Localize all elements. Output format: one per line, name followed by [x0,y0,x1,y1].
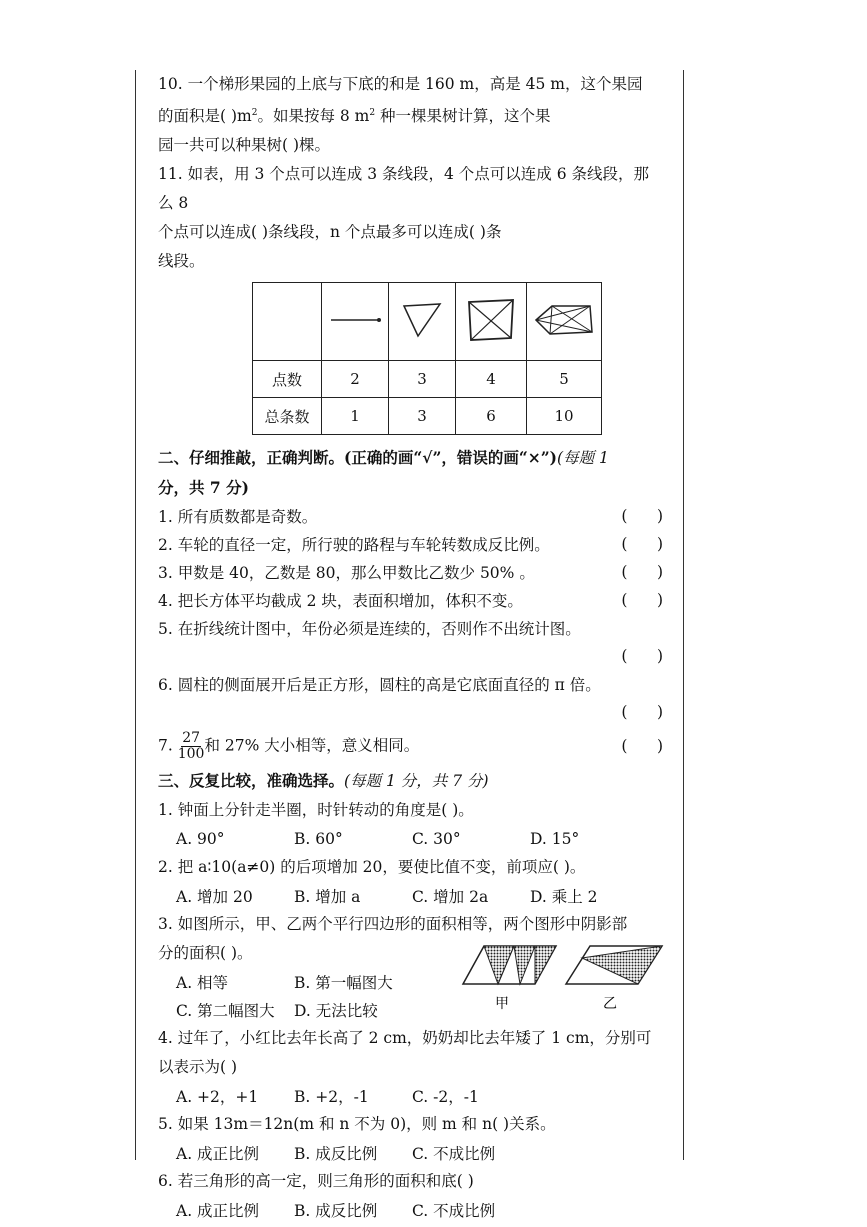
pentagon-figure [532,300,596,340]
table-cell: 1 [322,398,389,435]
tf-item-6 [158,670,663,698]
mc-options [158,825,663,853]
tf-item-6-answer [158,698,663,726]
tf-item-4 [158,586,663,614]
tf-item-text [158,731,419,762]
mc-stem-cont: 以表示为( ) [158,1058,238,1077]
question-11 [158,160,663,435]
table-cell-four-points [456,283,527,361]
mc-option-c[interactable]: C. 不成比例 [412,1145,496,1164]
tf-item-1 [158,502,663,530]
mc-option-a[interactable]: A. 成正比例 [176,1145,260,1164]
mc-options [158,882,663,910]
two-points-figure [327,310,383,330]
mc-option-c[interactable]: C. 30° [412,830,461,849]
tf-item-5 [158,614,663,642]
q10-sup-2: 2 [369,108,376,118]
mc-option-d[interactable]: D. 无法比较 [294,1002,378,1021]
table-cell-empty [253,283,322,361]
question-10 [158,70,663,160]
q10-text-c: 种一棵果树计算，这个果 [375,107,551,126]
tf-answer-paren[interactable]: ( ) [621,591,663,610]
mc-option-d[interactable]: D. 乘上 2 [530,888,598,907]
mc-option-a[interactable]: A. 增加 20 [176,888,253,907]
tf-item-text: 2. 车轮的直径一定，所行驶的路程与车轮转数成反比例。 [158,536,550,555]
section-2-title: 二、仔细推敲，正确判断。(正确的画“√”，错误的画“×”) [158,448,558,468]
parallelogram-figures [460,940,664,1018]
tf-item-5-answer [158,642,663,670]
table-cell: 4 [456,361,527,398]
table-cell: 10 [527,398,602,435]
table-row-points [253,361,602,398]
section-2-score-note: (每题 1 [557,449,609,468]
section-multiple-choice [158,766,663,1224]
tf-item-text: 5. 在折线统计图中，年份必须是连续的，否则作不出统计图。 [158,620,581,639]
triangle-figure [400,298,444,342]
mc-option-b[interactable]: B. 60° [294,830,343,849]
tf-answer-paren[interactable]: ( ) [621,563,663,582]
mc-option-b[interactable]: B. 成反比例 [294,1202,378,1221]
table-cell-two-points [322,283,389,361]
mc-stem: 3. 如图所示，甲、乙两个平行四边形的面积相等，两个图形中阴影部 [158,915,628,934]
mc-stem: 6. 若三角形的高一定，则三角形的面积和底( ) [158,1172,474,1191]
figure-label-yi: 乙 [603,996,617,1013]
mc-options [158,1196,663,1224]
table-cell: 3 [389,361,456,398]
mc-option-c[interactable]: C. 增加 2a [412,888,489,907]
q10-sup-1: 2 [251,108,258,118]
mc-stem: 5. 如果 13m＝12n(m 和 n 不为 0)，则 m 和 n( )关系。 [158,1115,556,1134]
mc-question-2 [158,853,663,910]
mc-option-d[interactable]: D. 15° [530,830,580,849]
mc-question-4 [158,1024,663,1110]
worksheet-content [158,70,663,1224]
points-segments-table [252,282,602,435]
mc-option-a[interactable]: A. 90° [176,830,225,849]
q11-line-2: 个点可以连成( )条线段，n 个点最多可以连成( )条 [158,223,502,242]
mc-stem: 1. 钟面上分针走半圈，时针转动的角度是( )。 [158,801,474,820]
mc-stem: 2. 把 a∶10(a≠0) 的后项增加 20，要使比值不变，前项应( )。 [158,858,586,877]
tf-item-7 [158,726,663,766]
q11-line-3: 线段。 [158,252,205,271]
table-row-totals [253,398,602,435]
mc-option-c[interactable]: C. 不成比例 [412,1202,496,1221]
mc-option-b[interactable]: B. 第一幅图大 [294,974,393,993]
mc-question-1 [158,796,663,853]
table-cell: 5 [527,361,602,398]
tf-answer-paren[interactable]: ( ) [621,647,663,666]
tf-answer-paren[interactable]: ( ) [621,535,663,554]
table-label-totals: 总条数 [253,398,322,435]
tf-answer-paren[interactable]: ( ) [621,737,663,756]
mc-question-6 [158,1167,663,1224]
tf-answer-paren[interactable]: ( ) [621,703,663,722]
table-cell: 2 [322,361,389,398]
parallelograms-svg [460,940,664,1014]
mc-question-3 [158,910,663,1024]
mc-option-b[interactable]: B. 成反比例 [294,1145,378,1164]
q10-line-1: 10. 一个梯形果园的上底与下底的和是 160 m，高是 45 m，这个果园 [158,75,643,93]
figure-label-jia: 甲 [495,996,509,1013]
table-cell: 3 [389,398,456,435]
section-2-heading [158,443,663,473]
tf-item-text: 4. 把长方体平均截成 2 块，表面积增加，体积不变。 [158,592,523,611]
section-3-title: 三、反复比较，准确选择。 [158,771,345,791]
q10-text-a: 的面积是( )m [158,107,252,126]
shaded-triangle-jia-1 [484,946,514,984]
table-label-points: 点数 [253,361,322,398]
mc-option-a[interactable]: A. 相等 [176,974,229,993]
q11-line-1: 11. 如表，用 3 个点可以连成 3 条线段，4 个点可以连成 6 条线段，那么 8 [158,165,650,213]
mc-stem: 4. 过年了，小红比去年长高了 2 cm，奶奶却比去年矮了 1 cm，分别可 [158,1029,652,1048]
fraction [178,731,205,762]
quadrilateral-figure [465,296,517,344]
mc-option-c[interactable]: C. -2，-1 [412,1088,479,1107]
shaded-triangle-yi [582,946,662,984]
mc-option-a[interactable]: A. 成正比例 [176,1202,260,1221]
table-cell: 6 [456,398,527,435]
page-margin-line-right [683,70,684,1160]
tf-item-text: 3. 甲数是 40，乙数是 80，那么甲数比乙数少 50% 。 [158,564,535,583]
mc-option-b[interactable]: B. +2，-1 [294,1088,369,1107]
page-margin-line-left [135,70,136,1160]
tf-item-2 [158,530,663,558]
section-true-false [158,443,663,766]
fraction-numerator: 27 [182,729,201,746]
tf-item-7-number: 7. [158,736,173,755]
tf-item-text: 1. 所有质数都是奇数。 [158,508,318,527]
tf-answer-paren[interactable]: ( ) [621,507,663,526]
table-row-shapes [253,283,602,361]
section-3-score-note: (每题 1 分，共 7 分) [344,772,489,791]
mc-option-a[interactable]: A. +2，+1 [176,1088,259,1107]
tf-item-3 [158,558,663,586]
fraction-denominator: 100 [177,745,205,762]
q10-line-3: 园一共可以种果树( )棵。 [158,136,331,155]
mc-options [158,1139,663,1167]
tf-item-text: 6. 圆柱的侧面展开后是正方形，圆柱的高是它底面直径的 π 倍。 [158,676,601,695]
section-2-heading-cont: 分，共 7 分) [158,478,249,498]
shaded-triangle-jia-2 [514,946,535,984]
table-cell-five-points [527,283,602,361]
mc-options [158,1082,663,1110]
table-cell-three-points [389,283,456,361]
q10-text-b: 。如果按每 8 m [257,107,370,126]
shaded-triangle-jia-3 [535,946,556,984]
mc-option-b[interactable]: B. 增加 a [294,888,361,907]
section-3-heading [158,766,663,796]
tf-item-7-text: 和 27% 大小相等，意义相同。 [204,736,420,755]
mc-question-5 [158,1110,663,1167]
mc-option-c[interactable]: C. 第二幅图大 [176,1002,275,1021]
q10-line-2 [158,99,663,131]
mc-stem-cont: 分的面积( )。 [158,944,253,963]
